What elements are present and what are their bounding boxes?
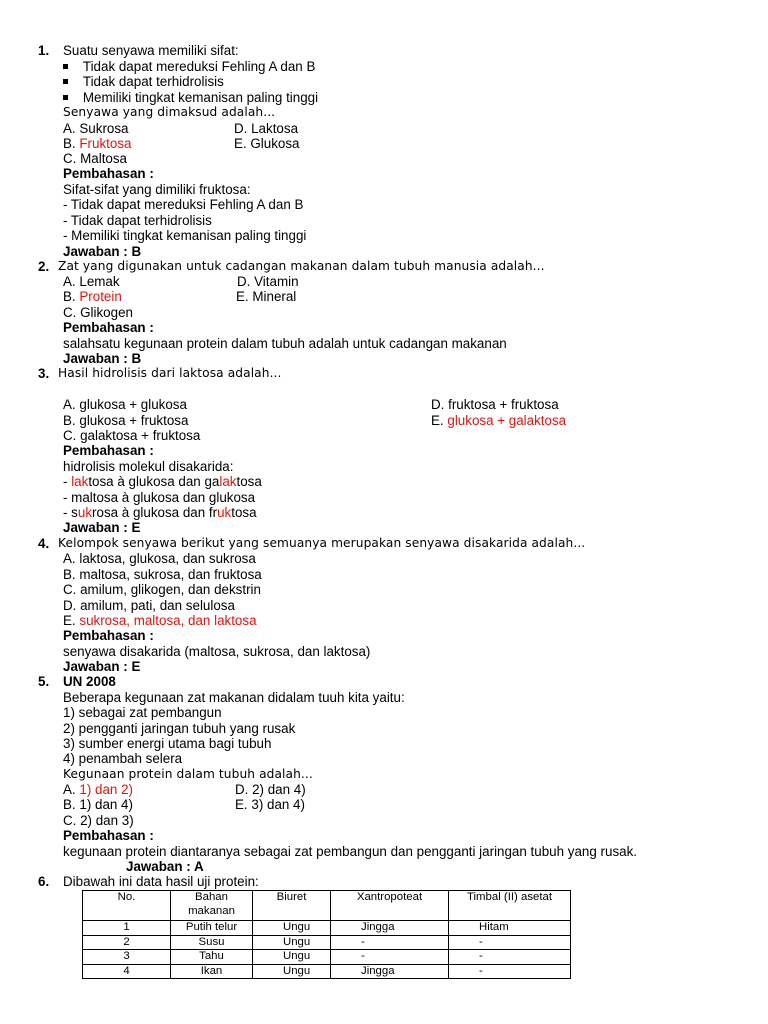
pembahasan-text: - Memiliki tingkat kemanisan paling tinggi (63, 228, 307, 243)
option-d: D. amilum, pati, dan selulosa (63, 598, 235, 613)
question-number: 6. (38, 874, 50, 889)
cell-no: 3 (83, 950, 171, 965)
pembahasan-text: Sifat-sifat yang dimiliki fruktosa: (63, 182, 251, 197)
table-row (83, 921, 571, 936)
answer-key: Jawaban : E (63, 520, 141, 535)
cell-xantropoteat: Jingga (331, 921, 449, 936)
correct-answer: Protein (79, 289, 122, 304)
list-item: Tidak dapat mereduksi Fehling A dan B (63, 59, 315, 74)
question-text: Zat yang digunakan untuk cadangan makanan dalam tubuh manusia adalah... (58, 259, 545, 273)
pembahasan-label: Pembahasan : (63, 320, 154, 335)
list-item: Memiliki tingkat kemanisan paling tinggi (63, 90, 318, 105)
option-c: C. galaktosa + fruktosa (63, 428, 201, 443)
option-d: D. Vitamin (237, 274, 299, 289)
option-e: E. glukosa + galaktosa (431, 413, 567, 428)
cell-xantropoteat: - (331, 935, 449, 950)
answer-key: Jawaban : A (126, 859, 204, 874)
cell-bahan: Tahu (171, 950, 253, 965)
option-a: A. 1) dan 2) (63, 782, 133, 797)
square-bullet-icon (63, 95, 68, 100)
question-text: Kelompok senyawa berikut yang semuanya merupakan senyawa disakarida adalah... (58, 536, 586, 550)
cell-timbal: - (449, 935, 571, 950)
option-d: D. Laktosa (234, 121, 299, 136)
header-xantropoteat: Xantropoteat (331, 891, 449, 921)
pembahasan-label: Pembahasan : (63, 828, 154, 843)
option-b: B. glukosa + fruktosa (63, 413, 189, 428)
question-text: Hasil hidrolisis dari laktosa adalah... (58, 366, 282, 380)
pembahasan-label: Pembahasan : (63, 443, 154, 458)
question-stem: Beberapa kegunaan zat makanan didalam tuuh kita yaitu: (63, 690, 405, 705)
list-item: 3) sumber energi utama bagi tubuh (63, 736, 272, 751)
cell-biuret: Ungu (253, 935, 331, 950)
header-no: No. (83, 891, 171, 921)
question-title: UN 2008 (63, 674, 116, 689)
cell-xantropoteat: - (331, 950, 449, 965)
pembahasan-text: - Tidak dapat terhidrolisis (63, 213, 212, 228)
question-stem: Dibawah ini data hasil uji protein: (63, 874, 259, 889)
pembahasan-text: - maltosa à glukosa dan glukosa (63, 490, 256, 505)
header-timbal-asetat: Timbal (II) asetat (449, 891, 571, 921)
pembahasan-text: kegunaan protein diantaranya sebagai zat pembangun dan pengganti jaringan tubuh yang rusak. (63, 844, 637, 859)
correct-answer: 1) dan 2) (79, 782, 133, 797)
answer-key: Jawaban : B (63, 244, 142, 259)
list-item: 4) penambah selera (63, 751, 183, 766)
list-item: Tidak dapat terhidrolisis (63, 74, 224, 89)
cell-xantropoteat: Jingga (331, 964, 449, 979)
option-c: C. Maltosa (63, 151, 127, 166)
question-stem: Suatu senyawa memiliki sifat: (63, 43, 239, 58)
correct-answer: sukrosa, maltosa, dan laktosa (79, 613, 257, 628)
cell-no: 4 (83, 964, 171, 979)
pembahasan-label: Pembahasan : (63, 628, 154, 643)
question-text: Senyawa yang dimaksud adalah... (63, 105, 276, 119)
cell-timbal: - (449, 950, 571, 965)
table-row (83, 950, 571, 965)
cell-bahan: Ikan (171, 964, 253, 979)
cell-biuret: Ungu (253, 950, 331, 965)
option-e: E. sukrosa, maltosa, dan laktosa (63, 613, 257, 628)
cell-timbal: - (449, 964, 571, 979)
list-item: 2) pengganti jaringan tubuh yang rusak (63, 721, 296, 736)
list-item: 1) sebagai zat pembangun (63, 705, 222, 720)
pembahasan-text: senyawa disakarida (maltosa, sukrosa, dan laktosa) (63, 644, 371, 659)
cell-biuret: Ungu (253, 964, 331, 979)
cell-biuret: Ungu (253, 921, 331, 936)
pembahasan-label: Pembahasan : (63, 166, 154, 181)
table-row (83, 964, 571, 979)
pembahasan-text: - sukrosa à glukosa dan fruktosa (63, 505, 257, 520)
pembahasan-text: - Tidak dapat mereduksi Fehling A dan B (63, 197, 304, 212)
question-number: 2. (38, 259, 50, 274)
option-a: A. laktosa, glukosa, dan sukrosa (63, 551, 256, 566)
pembahasan-text: - laktosa à glukosa dan galaktosa (63, 474, 262, 489)
table-row (83, 935, 571, 950)
correct-answer: Fruktosa (79, 136, 132, 151)
option-e: E. 3) dan 4) (235, 797, 305, 812)
table-header-row (83, 891, 571, 921)
option-e: E. Glukosa (234, 136, 300, 151)
question-number: 1. (38, 43, 50, 58)
option-c: C. amilum, glikogen, dan dekstrin (63, 582, 261, 597)
pembahasan-text: hidrolisis molekul disakarida: (63, 459, 234, 474)
cell-no: 2 (83, 935, 171, 950)
header-bahan-makanan: Bahan makanan (171, 891, 253, 921)
correct-answer: glukosa + galaktosa (447, 413, 567, 428)
option-d: D. fruktosa + fruktosa (431, 397, 559, 412)
protein-test-table (82, 890, 571, 979)
header-biuret: Biuret (253, 891, 331, 921)
cell-bahan: Putih telur (171, 921, 253, 936)
square-bullet-icon (63, 64, 68, 69)
cell-bahan: Susu (171, 935, 253, 950)
option-b: B. Fruktosa (63, 136, 132, 151)
pembahasan-text: salahsatu kegunaan protein dalam tubuh adalah untuk cadangan makanan (63, 336, 507, 351)
square-bullet-icon (63, 79, 68, 84)
cell-timbal: Hitam (449, 921, 571, 936)
option-b: B. 1) dan 4) (63, 797, 133, 812)
option-c: C. 2) dan 3) (63, 813, 134, 828)
question-text: Kegunaan protein dalam tubuh adalah... (63, 767, 313, 781)
option-a: A. glukosa + glukosa (63, 397, 187, 412)
question-number: 4. (38, 536, 50, 551)
question-number: 5. (38, 674, 50, 689)
option-b: B. Protein (63, 289, 122, 304)
option-a: A. Sukrosa (63, 121, 129, 136)
question-number: 3. (38, 366, 50, 381)
cell-no: 1 (83, 921, 171, 936)
answer-key: Jawaban : B (63, 351, 142, 366)
option-a: A. Lemak (63, 274, 120, 289)
option-d: D. 2) dan 4) (235, 782, 306, 797)
answer-key: Jawaban : E (63, 659, 141, 674)
option-e: E. Mineral (236, 289, 297, 304)
option-c: C. Glikogen (63, 305, 133, 320)
option-b: B. maltosa, sukrosa, dan fruktosa (63, 567, 262, 582)
